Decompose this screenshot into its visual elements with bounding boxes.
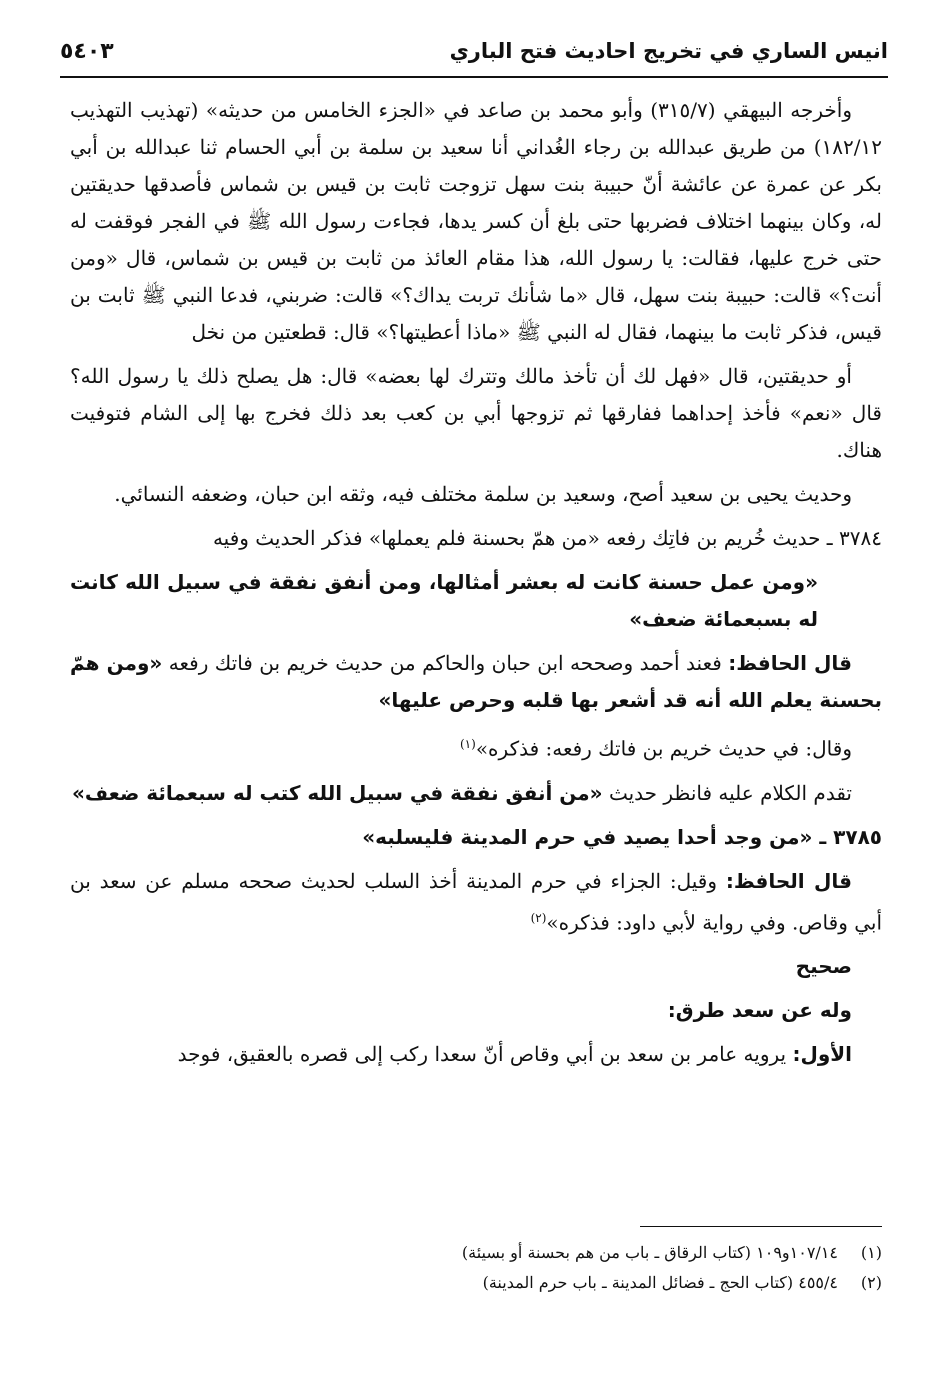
hafiz-comment-2 xyxy=(70,863,882,942)
paragraph-yahya: وحديث يحيى بن سعيد أصح، وسعيد بن سلمة مختلف فيه، وثقه ابن حبان، وضعفه النسائي. xyxy=(114,482,852,506)
hadith-3784-intro: ٣٧٨٤ ـ حديث خُريم بن فاتِك رفعه «من همّ بحسنة فلم يعملها» فذكر الحديث وفيه xyxy=(212,526,882,550)
footnote-ref-2[interactable]: (٢) xyxy=(530,910,547,925)
page-header xyxy=(60,28,888,74)
footnote-1-number: (١) xyxy=(860,1243,882,1262)
hafiz-text-2: وقيل: الجزاء في حرم المدينة أخذ السلب لحديث صححه مسلم عن سعد بن أبي وقاص. وفي رواية لأبي داود: فذكره» xyxy=(70,868,882,935)
taqaddam-text: تقدم الكلام عليه فانظر حديث xyxy=(608,780,852,805)
hadith-3784 xyxy=(70,520,882,557)
footnote-1 xyxy=(70,1238,882,1268)
book-title: انيس الساري في تخريج احاديث فتح الباري xyxy=(449,39,888,63)
paragraph-hadiqatayn: أو حديقتين، قال «فهل لك أن تأخذ مالك وتترك لها بعضه» قال: هل يصلح ذلك يا رسول الله؟ قال «نعم» فأخذ إحداهما ففارقها ثم تزوجها أبي بن كعب بعد ذلك فخرج بها إلى الشام فتوفيت هناك. xyxy=(70,364,882,462)
taqaddam-quote: «من أنفق نفقة في سبيل الله كتب له سبعمائة ضعف» xyxy=(71,780,603,805)
footnote-ref-1[interactable]: (١) xyxy=(459,737,476,751)
footnote-2 xyxy=(70,1268,882,1298)
header-divider xyxy=(60,76,888,78)
first-route-text: يرويه عامر بن سعد بن أبي وقاص أنّ سعدا ركب إلى قصره بالعقيق، فوجد xyxy=(177,1042,787,1067)
hafiz-comment-1 xyxy=(70,645,882,719)
footnotes xyxy=(70,1238,882,1298)
paragraph-bayhaqi: وأخرجه البيهقي (٣١٥/٧) وأبو محمد بن صاعد في «الجزء الخامس من حديثه» (تهذيب التهذيب ١٨٢/١٢) من طريق عبدالله بن رجاء الغُداني أنا سعيد بن سلمة بن أبي الحسام ثنا عبدالله بن أبي بكر عن عمرة عن عائشة أنّ حبيبة بنت سهل تزوجت ثابت بن قيس بن شماس فأصدقها حديقتين له، وكان بينهما اختلاف فضربها حتى بلغ أن كسر يدها، فجاءت رسول الله ﷺ في الفجر فوقفت له حتى خرج عليها، فقالت: يا رسول الله، هذا مقام العائذ من ثابت بن قيس بن شماس، قال «ومن أنت؟» قالت: حبيبة بنت سهل، قال «ما شأنك تربت يداك؟» قالت: ضربني، فدعا النبي ﷺ ثابت بن قيس، فذكر ثابت ما بينهما، فقال له النبي ﷺ «ماذا أعطيتها؟» قال: قطعتين من نخل xyxy=(70,98,882,344)
footnote-2-text: ٤٥٥/٤ (كتاب الحج ـ فضائل المدينة ـ باب حرم المدينة) xyxy=(482,1273,838,1292)
footnote-2-number: (٢) xyxy=(860,1273,882,1292)
page-number: ٥٤٠٣ xyxy=(60,38,114,64)
first-route-label: الأول: xyxy=(792,1042,852,1067)
grade-sahih: صحيح xyxy=(795,954,852,979)
wa-qal-text: وقال: في حديث خريم بن فاتك رفعه: فذكره» xyxy=(475,736,852,761)
footnote-1-text: ١٠٧/١٤و١٠٩ (كتاب الرقاق ـ باب من هم بحسنة أو بسيئة) xyxy=(461,1243,838,1262)
wa-qal-line xyxy=(70,726,882,768)
hadith-3785: ٣٧٨٥ ـ «من وجد أحدا يصيد في حرم المدينة فليسلبه» xyxy=(362,824,882,849)
hadith-3784-quote: «ومن عمل حسنة كانت له بعشر أمثالها، ومن أنفق نفقة في سبيل الله كانت له بسبعمائة ضعف» xyxy=(70,570,818,631)
footnote-divider xyxy=(640,1226,882,1227)
hafiz-label-1: قال الحافظ: xyxy=(728,651,853,675)
taqaddam-line xyxy=(70,775,882,812)
hafiz-label-2: قال الحافظ: xyxy=(725,868,852,893)
hafiz-text-1: فعند أحمد وصححه ابن حبان والحاكم من حديث خريم بن فاتك رفعه xyxy=(168,651,722,675)
first-route xyxy=(70,1036,882,1073)
hafiz-quote-1: «ومن همّ بحسنة يعلم الله أنه قد أشعر بها قلبه وحرص عليها» xyxy=(70,651,882,712)
turuq-heading: وله عن سعد طرق: xyxy=(667,998,852,1023)
main-text xyxy=(70,92,882,1080)
